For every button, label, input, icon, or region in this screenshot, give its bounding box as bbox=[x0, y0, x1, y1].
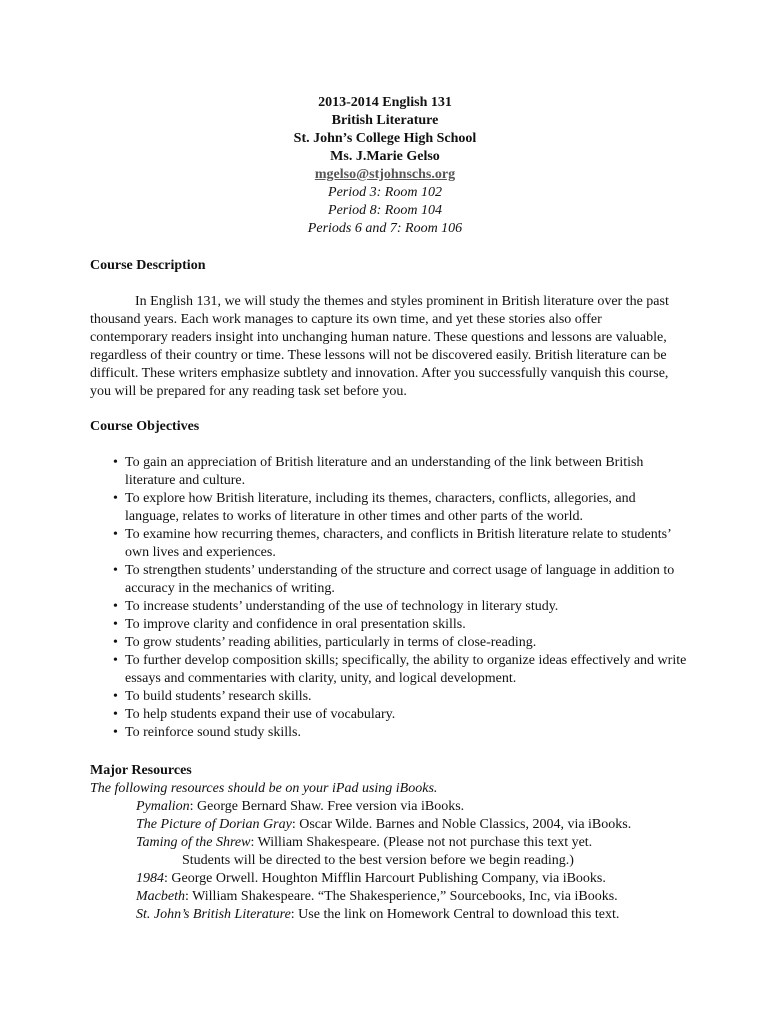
course-description-text: In English 131, we will study the themes and styles prominent in British literature over the past thousand years. Each work manages to capture its own time, and yet these stories also offer contemporary readers insight into unchanging human nature. These questions and lessons are valuable, regardless of their country or time. These lessons will not be discovered easily. British literature can be difficult. These writers emphasize subtlety and innovation. After you successfully vanquish this course, you will be prepared for any reading task set before you. bbox=[90, 294, 669, 399]
objective-item: • To explore how British literature, including its themes, characters, conflicts, allegories, and language, relates to works of literature in other times and other parts of the world. bbox=[90, 490, 690, 526]
objective-item: • To reinforce sound study skills. bbox=[90, 724, 690, 742]
resource-item bbox=[90, 870, 690, 888]
objective-item: • To increase students’ understanding of the use of technology in literary study. bbox=[90, 598, 690, 616]
major-resources-heading: Major Resources bbox=[90, 763, 192, 778]
objective-item: • To improve clarity and confidence in oral presentation skills. bbox=[90, 616, 690, 634]
course-title: 2013-2014 English 131 bbox=[318, 95, 452, 110]
period-room-2: Period 8: Room 104 bbox=[328, 203, 442, 218]
school-name: St. John’s College High School bbox=[293, 131, 477, 146]
course-objectives-heading: Course Objectives bbox=[90, 419, 200, 434]
objective-item: • To gain an appreciation of British literature and an understanding of the link between British literature and culture. bbox=[90, 454, 690, 490]
period-room-1: Period 3: Room 102 bbox=[328, 185, 442, 200]
resource-details: : Use the link on Homework Central to download this text. bbox=[290, 907, 620, 922]
objective-item: • To examine how recurring themes, characters, and conflicts in British literature relate to students’ own lives and experiences. bbox=[90, 526, 690, 562]
resource-details: : George Bernard Shaw. Free version via iBooks. bbox=[189, 799, 465, 814]
resource-item bbox=[90, 888, 690, 906]
resource-item bbox=[90, 798, 690, 816]
resource-item bbox=[90, 834, 690, 852]
objective-item: • To build students’ research skills. bbox=[90, 688, 690, 706]
resource-title: Pymalion bbox=[136, 799, 190, 814]
teacher-email-link[interactable]: mgelso@stjohnschs.org bbox=[314, 167, 456, 182]
resource-details: : William Shakespeare. “The Shakesperience,” Sourcebooks, Inc, via iBooks. bbox=[184, 889, 618, 904]
resource-title: Macbeth bbox=[136, 889, 185, 904]
objective-item: • To further develop composition skills; specifically, the ability to organize ideas effectively and write essays and commentaries with clarity, unity, and logical development. bbox=[90, 652, 690, 688]
resource-title: 1984 bbox=[136, 871, 164, 886]
period-room-3: Periods 6 and 7: Room 106 bbox=[307, 221, 463, 236]
objective-item: • To grow students’ reading abilities, particularly in terms of close-reading. bbox=[90, 634, 690, 652]
resource-title: St. John’s British Literature bbox=[136, 907, 291, 922]
resource-details: : George Orwell. Houghton Mifflin Harcourt Publishing Company, via iBooks. bbox=[164, 871, 606, 886]
teacher-name: Ms. J.Marie Gelso bbox=[330, 149, 440, 164]
syllabus-header bbox=[0, 94, 770, 238]
resource-item bbox=[90, 816, 690, 834]
resource-item bbox=[90, 906, 690, 924]
course-description-heading: Course Description bbox=[90, 258, 206, 273]
objective-item: • To help students expand their use of vocabulary. bbox=[90, 706, 690, 724]
objective-item: • To strengthen students’ understanding of the structure and correct usage of language in addition to accuracy in the mechanics of writing. bbox=[90, 562, 690, 598]
resources-intro: The following resources should be on your iPad using iBooks. bbox=[90, 781, 438, 796]
resource-title: The Picture of Dorian Gray bbox=[136, 817, 292, 832]
resource-note: Students will be directed to the best version before we begin reading.) bbox=[182, 853, 574, 868]
resource-details: : William Shakespeare. (Please not not purchase this text yet. bbox=[250, 835, 593, 850]
major-resources-section bbox=[90, 762, 690, 924]
resource-title: Taming of the Shrew bbox=[136, 835, 251, 850]
objectives-list bbox=[90, 454, 690, 742]
course-subtitle: British Literature bbox=[331, 113, 439, 128]
resource-details: : Oscar Wilde. Barnes and Noble Classics, 2004, via iBooks. bbox=[291, 817, 632, 832]
